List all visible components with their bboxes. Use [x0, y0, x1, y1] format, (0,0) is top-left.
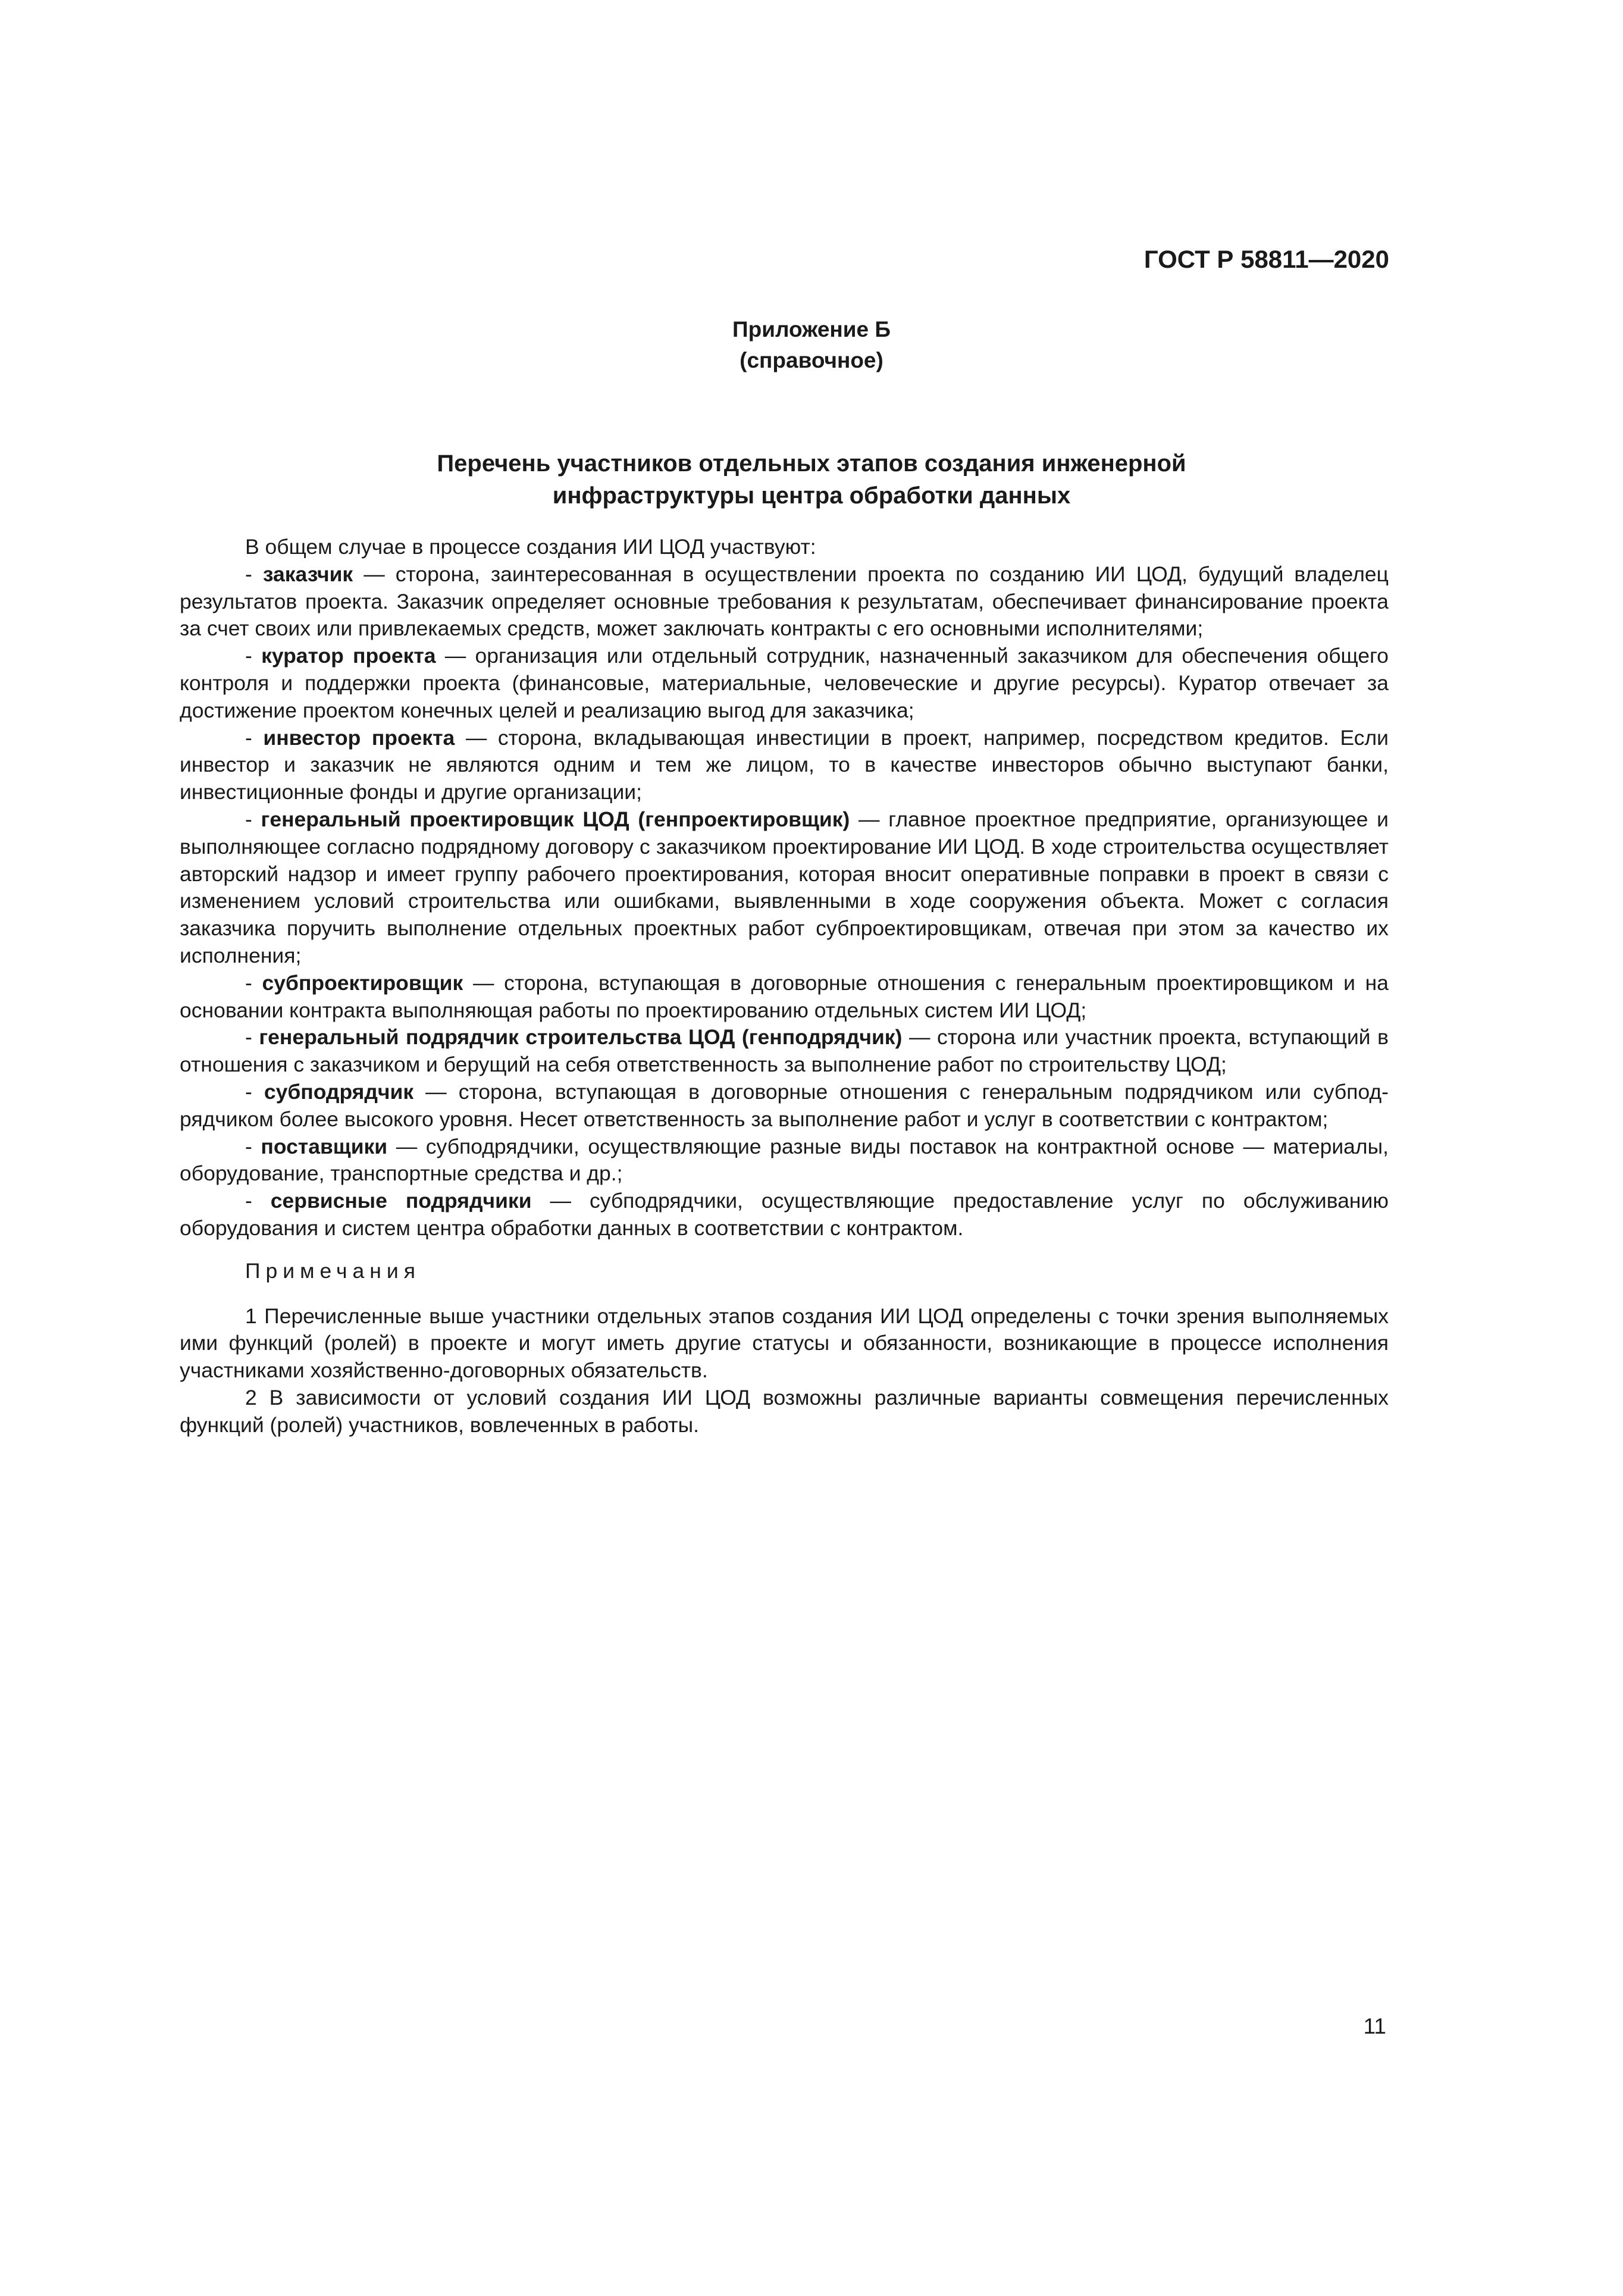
term-service-contractors: сервисные подрядчики [270, 1189, 532, 1213]
term-general-contractor: генеральный подрядчик строительства ЦОД (генподрядчик) [259, 1025, 903, 1050]
term-project-investor: инвестор проекта [263, 725, 455, 750]
section-title [0, 447, 1623, 512]
list-item-prefix: - [245, 970, 262, 995]
definition-project-investor: — сторона, вкладывающая инвестиции в проект, например, посредством кредитов. Если инвестор и заказчик не являются одним и тем же лицом, то в качестве инвесторов обычно выступают банки, инвестиционные фонды и другие организации; [180, 725, 1389, 804]
appendix-type: (справочное) [740, 348, 883, 372]
definition-general-contractor: — сторона или участник проекта, вступающий в отношения с заказчиком и берущий на себя ответственность за выполнение работ по строительству ЦОД; [180, 1025, 1389, 1077]
list-item-prefix: - [245, 725, 264, 750]
list-item-general-designer [180, 806, 1389, 970]
list-item-general-contractor [180, 1024, 1389, 1079]
definition-project-curator: — организация или отдельный сотрудник, назначенный заказчиком для обеспечения общего контроля и поддержки проекта (финансовые, материальные, человеческие и другие ресурсы). Куратор отвечает за достижение проектом конечных целей и реализацию выгод для заказчика; [180, 644, 1389, 722]
list-item-prefix: - [245, 644, 262, 668]
list-item-project-investor [180, 725, 1389, 806]
term-project-curator: куратор проекта [261, 644, 436, 668]
list-item-prefix: - [245, 1079, 264, 1104]
notes-heading: Примечания [245, 1258, 421, 1283]
appendix-heading [0, 314, 1623, 376]
list-item-prefix: - [245, 1189, 271, 1213]
section-title-line-2: инфраструктуры центра обработки данных [552, 483, 1071, 509]
definition-subcontractor: — сторона, вступающая в договорные отношения с генеральным подрядчиком или субподрядчиком более высокого уровня. Несет ответственность за выполнение работ и услуг в соответствии с контрактом; [180, 1079, 1389, 1131]
list-item-subcontractor [180, 1079, 1389, 1133]
note-2: 2 В зависимости от условий создания ИИ ЦОД возможны различные варианты совмещения перечисленных функций (ролей) участников, вовлеченных в работы. [180, 1385, 1389, 1437]
document-body [180, 534, 1389, 1439]
definition-customer: — сторона, заинтересованная в осуществлении проекта по созданию ИИ ЦОД, будущий владелец результатов проекта. Заказчик определяет основные требования к результатам, обеспечивает финансирование проекта за счет своих или привлекаемых средств, может заключать контракты с его основными исполнителями; [180, 562, 1389, 641]
note-1: 1 Перечисленные выше участники отдельных этапов создания ИИ ЦОД определены с точки зрения выполняемых ими функций (ролей) в проекте и могут иметь другие статусы и обязанности, возникающие в процессе исполнения участниками хозяйственно-договорных обязательств. [180, 1304, 1389, 1383]
list-item-customer [180, 561, 1389, 643]
list-item-project-curator [180, 643, 1389, 724]
document-code: ГОСТ Р 58811—2020 [1143, 245, 1389, 273]
term-customer: заказчик [262, 562, 353, 586]
term-suppliers: поставщики [261, 1134, 388, 1158]
list-item-subdesigner [180, 970, 1389, 1025]
list-item-service-contractors [180, 1188, 1389, 1242]
list-item-prefix: - [245, 1134, 261, 1158]
term-subcontractor: субподрядчик [264, 1079, 414, 1104]
list-item-suppliers [180, 1133, 1389, 1188]
definition-general-designer: — главное проектное предприятие, организующее и выполняющее согласно подрядному договору с заказчиком проектирование ИИ ЦОД. В ходе строительства осуществляет авторский надзор и имеет группу рабочего проектирования, которая вносит оперативные поправки в проект в связи с изменением условий строительства или ошибками, выявленными в ходе сооружения объекта. Может с согласия заказчика поручить выполнение отдельных проектных работ субпроектировщикам, отвечая при этом за качество их исполнения; [180, 807, 1389, 967]
list-item-prefix: - [245, 1025, 259, 1050]
term-subdesigner: субпроектировщик [262, 970, 463, 995]
appendix-label: Приложение Б [732, 317, 891, 342]
section-title-line-1: Перечень участников отдельных этапов создания инженерной [437, 450, 1186, 477]
intro-paragraph: В общем случае в процессе создания ИИ ЦОД участвуют: [245, 535, 816, 559]
list-item-prefix: - [245, 807, 261, 831]
page-number: 11 [1363, 2014, 1386, 2038]
definition-service-contractors: — субподрядчики, осуществляющие предоставление услуг по обслуживанию оборудования и систем центра обработки данных в соответствии с контрактом. [180, 1189, 1389, 1240]
list-item-prefix: - [245, 562, 263, 586]
definition-subdesigner: — сторона, вступающая в договорные отношения с генеральным проектировщиком и на основании контракта выполняющая работы по проектированию отдельных систем ИИ ЦОД; [180, 970, 1389, 1022]
term-general-designer: генеральный проектировщик ЦОД (генпроектировщик) [261, 807, 850, 831]
definition-suppliers: — субподрядчики, осуществляющие разные виды поставок на контрактной основе — материалы, оборудование, транспортные средства и др.; [180, 1134, 1389, 1186]
